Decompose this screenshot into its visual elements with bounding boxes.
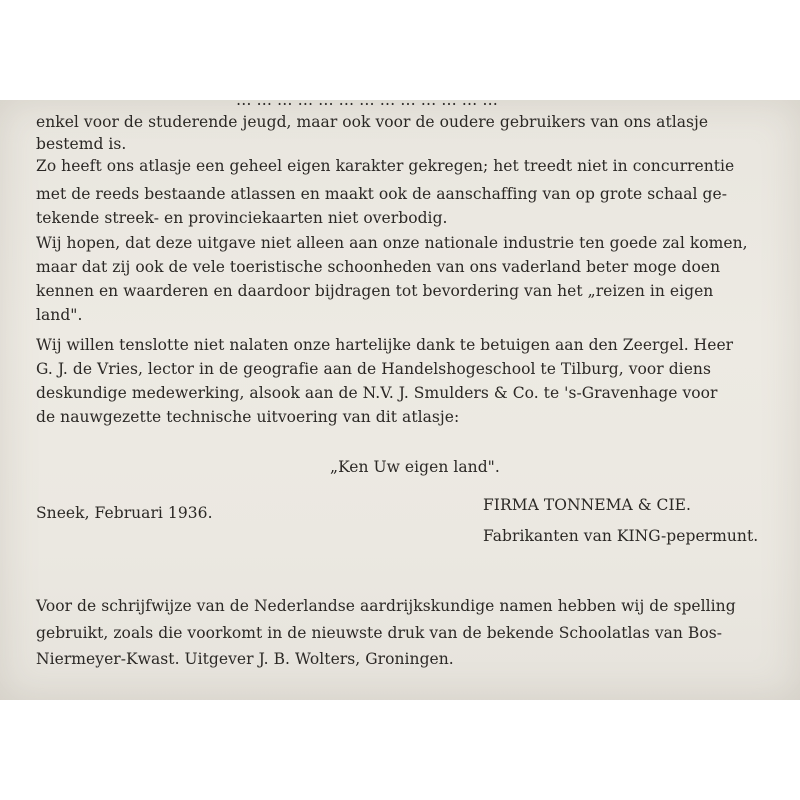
text-line: maar dat zij ook de vele toeristische schoonheden van ons vaderland beter moge doen (36, 258, 721, 276)
signature-firm: FIRMA TONNEMA & CIE. (483, 496, 691, 514)
text-line: met de reeds bestaande atlassen en maakt ook de aanschaffing van op grote schaal ge- (36, 185, 728, 203)
cropped-top-line (0, 100, 800, 112)
text-line: Wij hopen, dat deze uitgave niet alleen aan onze nationale industrie ten goede zal komen, (36, 234, 748, 252)
text-line: Wij willen tenslotte niet nalaten onze hartelijke dank te betuigen aan den Zeergel. Heer (36, 336, 734, 354)
text-line: de nauwgezette technische uitvoering van dit atlasje: (36, 408, 460, 426)
signature-subtitle: Fabrikanten van KING-pepermunt. (483, 527, 759, 545)
text-line: kennen en waarderen en daardoor bijdragen tot bevordering van het „reizen in eigen (36, 282, 714, 300)
text-line-fragment: enkel voor de studerende jeugd, maar ook voor de oudere gebruikers van ons atlasje (36, 113, 709, 131)
text-line: bestemd is. (36, 135, 127, 153)
footnote-line: gebruikt, zoals die voorkomt in de nieuwste druk van de bekende Schoolatlas van Bos- (36, 624, 723, 642)
text-line: tekende streek- en provinciekaarten niet overbodig. (36, 209, 448, 227)
footnote-line: Voor de schrijfwijze van de Nederlandse aardrijkskundige namen hebben wij de spelling (36, 597, 736, 615)
text-line: Zo heeft ons atlasje een geheel eigen karakter gekregen; het treedt niet in concurrentie (36, 157, 735, 175)
text-line: land". (36, 306, 83, 324)
text-line: deskundige medewerking, alsook aan de N.V. J. Smulders & Co. te 's-Gravenhage voor (36, 384, 718, 402)
place-date: Sneek, Februari 1936. (36, 504, 213, 522)
cropped-text: … … … … … … … … … … … … … (236, 100, 498, 109)
text-line: G. J. de Vries, lector in de geografie aan de Handelshogeschool te Tilburg, voor diens (36, 360, 711, 378)
motto: „Ken Uw eigen land". (330, 458, 500, 476)
footnote-line: Niermeyer-Kwast. Uitgever J. B. Wolters, Groningen. (36, 650, 454, 668)
